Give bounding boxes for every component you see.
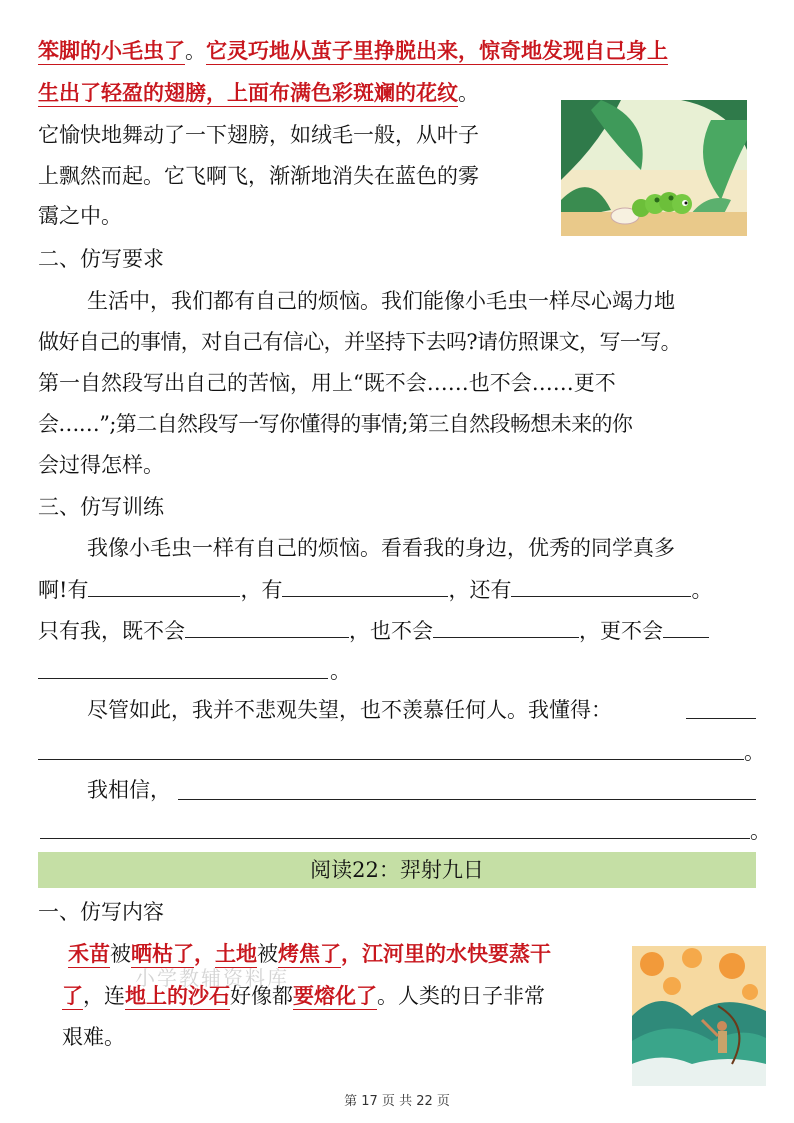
archer-illustration bbox=[632, 946, 766, 1086]
requirement-line-3: 第一自然段写出自己的苦恼，用上“既不会……也不会……更不 bbox=[38, 371, 616, 395]
period: 。 bbox=[744, 740, 765, 764]
fill-blank[interactable] bbox=[433, 615, 579, 638]
story-line-1: 笨脚的小毛虫了。它灵巧地从茧子里挣脱出来，惊奇地发现自己身上 bbox=[38, 38, 668, 63]
reading-title-banner: 阅读22：羿射九日 bbox=[38, 852, 756, 888]
training-line-3: 只有我，既不会 ，也不会 ，更不会 bbox=[38, 615, 709, 646]
training-line-7: 我相信， bbox=[87, 778, 171, 802]
fill-blank[interactable] bbox=[185, 615, 349, 638]
section-heading-imitation: 一、仿写内容 bbox=[38, 900, 164, 924]
reading-line-3: 艰难。 bbox=[62, 1025, 125, 1049]
reading-line-2: 了，连地上的沙石好像都要熔化了。人类的日子非常 bbox=[62, 983, 545, 1008]
requirement-line-2: 做好自己的事情，对自己有信心，并坚持下去吗?请仿照课文，写一写。 bbox=[38, 330, 682, 354]
watermark-text: 小学教辅资料库 bbox=[135, 966, 289, 990]
story-line-4: 上飘然而起。它飞啊飞，渐渐地消失在蓝色的雾 bbox=[38, 164, 479, 188]
requirement-line-1: 生活中，我们都有自己的烦恼。我们能像小毛虫一样尽心竭力地 bbox=[87, 289, 675, 313]
red-phrase: 生出了轻盈的翅膀，上面布满色彩斑斓的花纹 bbox=[38, 80, 458, 105]
requirement-line-5: 会过得怎样。 bbox=[38, 453, 164, 477]
fill-blank[interactable] bbox=[282, 574, 448, 597]
answer-line[interactable] bbox=[178, 799, 756, 800]
reading-line-1: 禾苗被晒枯了，土地被烤焦了，江河里的水快要蒸干 bbox=[68, 941, 551, 966]
fill-blank[interactable] bbox=[511, 574, 691, 597]
fill-blank[interactable] bbox=[663, 615, 709, 638]
answer-line[interactable] bbox=[686, 718, 756, 719]
story-line-3: 它愉快地舞动了一下翅膀，如绒毛一般，从叶子 bbox=[38, 123, 479, 147]
answer-line[interactable] bbox=[40, 838, 750, 839]
page-footer: 第 17 页 共 22 页 bbox=[344, 1094, 450, 1109]
section-heading-training: 三、仿写训练 bbox=[38, 495, 164, 519]
training-line-2: 啊!有 ，有 ，还有 。 bbox=[38, 574, 712, 605]
fill-blank[interactable] bbox=[88, 574, 240, 597]
red-phrase: 它灵巧地从茧子里挣脱出来，惊奇地发现自己身上 bbox=[206, 38, 668, 63]
answer-line[interactable] bbox=[38, 678, 328, 679]
training-line-5: 尽管如此，我并不悲观失望，也不羡慕任何人。我懂得： bbox=[87, 698, 612, 722]
requirement-line-4: 会……”;第二自然段写一写你懂得的事情;第三自然段畅想未来的你 bbox=[38, 412, 633, 436]
red-phrase: 笨脚的小毛虫了 bbox=[38, 38, 185, 63]
answer-line[interactable] bbox=[38, 759, 744, 760]
story-line-5: 霭之中。 bbox=[38, 204, 122, 228]
caterpillar-illustration bbox=[561, 100, 747, 236]
period: 。 bbox=[330, 659, 351, 683]
period: 。 bbox=[750, 819, 771, 843]
section-heading-requirements: 二、仿写要求 bbox=[38, 247, 164, 271]
training-line-1: 我像小毛虫一样有自己的烦恼。看看我的身边，优秀的同学真多 bbox=[87, 536, 675, 560]
story-line-2: 生出了轻盈的翅膀，上面布满色彩斑斓的花纹。 bbox=[38, 80, 479, 105]
